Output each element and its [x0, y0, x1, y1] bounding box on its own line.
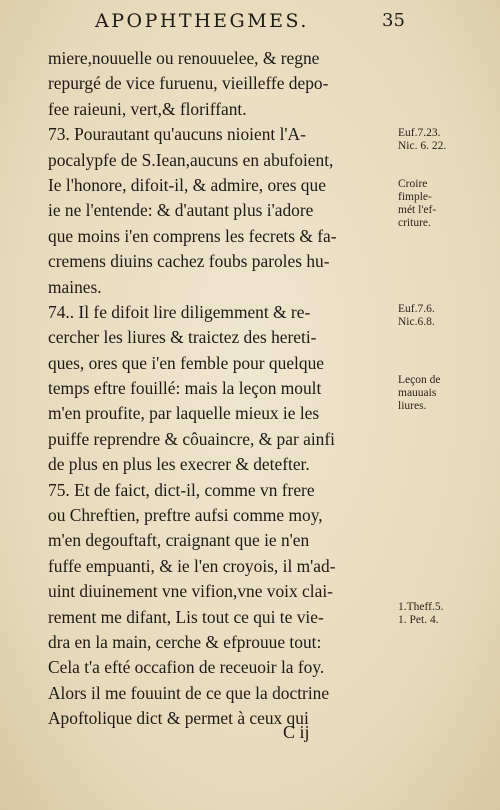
text-line: uint diuinement vne vifion,vne voix clai- — [48, 581, 333, 602]
margin-note-line: 1. Pet. 4. — [398, 614, 439, 626]
margin-note-line: Nic. 6. 22. — [398, 140, 447, 152]
margin-note-line: liures. — [398, 400, 427, 412]
text-line: repurgé de vice furuenu, vieilleffe depo- — [48, 73, 329, 94]
text-line: Ie l'honore, difoit-il, & admire, ores que — [48, 174, 326, 195]
text-line: rement me difant, Lis tout ce qui te vie- — [48, 606, 324, 627]
text-line: maines. — [48, 276, 102, 297]
text-line: dra en la main, cerche & efprouue tout: — [48, 631, 322, 652]
margin-note-line: 1.Theff.5. — [398, 601, 444, 613]
margin-note-line: Euf.7.23. — [398, 127, 441, 139]
margin-note — [398, 601, 498, 627]
margin-note-line: fimple- — [398, 191, 432, 203]
running-title: APOPHTHEGMES. — [95, 10, 309, 32]
text-line: ie ne l'entende: & d'autant plus i'adore — [48, 200, 314, 221]
text-line: miere,nouuelle ou renouuelee, & regne — [48, 48, 320, 68]
margin-note — [398, 374, 498, 413]
text-line: m'en degouftaft, craignant que ie n'en — [48, 530, 310, 551]
signature-mark: C ij — [283, 722, 310, 742]
margin-note-line: Croire — [398, 178, 428, 190]
margin-note-line: Leçon de — [398, 374, 441, 386]
main-text — [48, 46, 398, 732]
text-line: fuffe empuanti, & ie l'en croyois, il m'ad- — [48, 555, 336, 576]
margin-note — [398, 178, 498, 230]
text-line: ou Chreftien, preftre aufsi comme moy, — [48, 505, 323, 526]
text-line: ques, ores que i'en femble pour quelque — [48, 352, 324, 373]
margin-note-line: Nic.6.8. — [398, 316, 435, 328]
margin-note-line: Euf.7.6. — [398, 303, 435, 315]
text-line: 75. Et de faict, dict-il, comme vn frere — [48, 479, 315, 500]
margin-note-line: criture. — [398, 217, 431, 229]
margin-note — [398, 303, 498, 329]
text-line: cremens diuins cachez foubs paroles hu- — [48, 251, 330, 272]
page-number: 35 — [382, 10, 405, 31]
margin-note-line: mét l'ef- — [398, 204, 437, 216]
running-header — [95, 6, 405, 36]
text-line: pocalypfe de S.Iean,aucuns en abufoient, — [48, 149, 334, 170]
margin-note — [398, 127, 498, 153]
text-line: temps eftre fouillé: mais la leçon moult — [48, 378, 322, 399]
margin-note-line: mauuais — [398, 387, 437, 399]
text-line: 74.. Il fe difoit lire diligemment & re- — [48, 301, 311, 322]
text-line: de plus en plus les execrer & detefter. — [48, 454, 310, 475]
text-line: fee raieuni, vert,& floriffant. — [48, 98, 247, 119]
text-line: puiffe reprendre & côuaincre, & par ainfi — [48, 428, 335, 449]
text-line: 73. Pourautant qu'aucuns nioient l'A- — [48, 124, 306, 145]
text-line: Apoftolique dict & permet à ceux qui — [48, 708, 309, 729]
text-line: que moins i'en comprens les fecrets & fa- — [48, 225, 337, 246]
text-line: cercher les liures & traictez des hereti- — [48, 327, 317, 348]
text-line: Alors il me fouuint de ce que la doctrine — [48, 682, 330, 703]
text-line: m'en proufite, par laquelle mieux ie les — [48, 403, 320, 424]
text-line: Cela t'a efté occafion de receuoir la foy. — [48, 657, 325, 678]
